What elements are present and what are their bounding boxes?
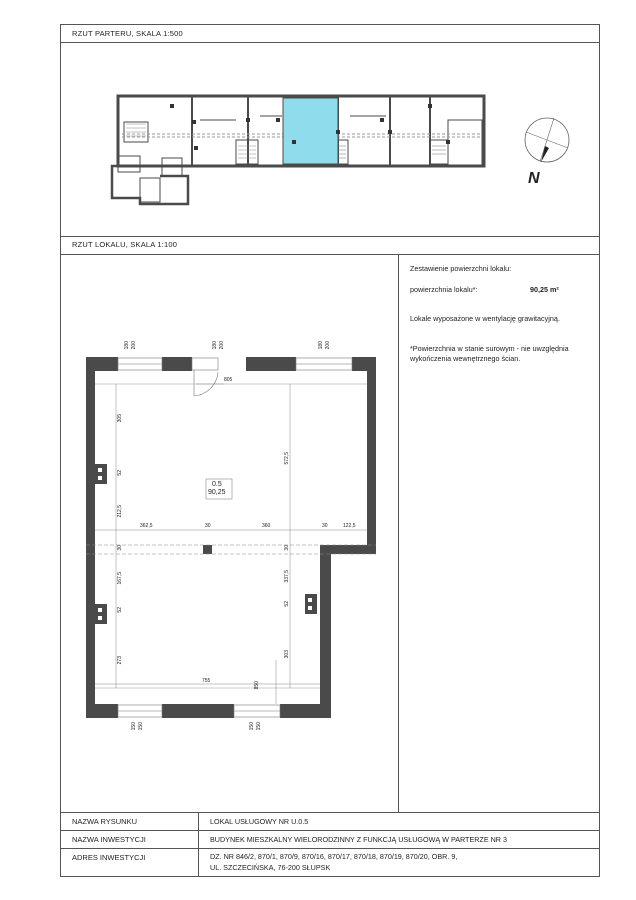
dim-label: 200 xyxy=(219,341,225,350)
investment-address-label: ADRES INWESTYCJI xyxy=(72,853,146,862)
dim-label: 52 xyxy=(117,470,123,476)
dim-label: 52 xyxy=(117,607,123,613)
dim-label: 167,5 xyxy=(117,572,123,585)
divider xyxy=(198,812,199,877)
divider xyxy=(60,848,600,849)
dim-label: 303 xyxy=(284,650,290,659)
site-plan-title: RZUT PARTERU, SKALA 1:500 xyxy=(72,29,183,38)
dim-label: 362,5 xyxy=(140,523,153,529)
drawing-name-label: NAZWA RYSUNKU xyxy=(72,817,138,826)
dim-label: 150 xyxy=(131,722,137,731)
room-area: 90,25 xyxy=(208,489,226,496)
dim-label: 305 xyxy=(117,414,123,423)
dim-label: 200 xyxy=(131,341,137,350)
investment-name-label: NAZWA INWESTYCJI xyxy=(72,835,146,844)
drawing-name-value: LOKAL USŁUGOWY NR U.0.5 xyxy=(210,817,309,826)
dim-label: 52 xyxy=(284,601,290,607)
investment-address-line: UL. SZCZECIŃSKA, 76-200 SŁUPSK xyxy=(210,863,331,872)
dim-label: 572,5 xyxy=(284,452,290,465)
divider xyxy=(60,830,600,831)
dim-label: 360 xyxy=(262,523,271,529)
footnote-line: wykończenia wewnętrznego ścian. xyxy=(410,354,521,363)
area-label: powierzchnia lokalu*: xyxy=(410,285,478,294)
dim-label: 150 xyxy=(256,722,262,731)
summary-heading: Zestawienie powierzchni lokalu: xyxy=(410,264,512,273)
dim-label: 150 xyxy=(138,722,144,731)
dim-label: 200 xyxy=(325,341,331,350)
footnote-line: *Powierzchnia w stanie surowym - nie uwzględnia xyxy=(410,344,569,353)
unit-plan-title: RZUT LOKALU, SKALA 1:100 xyxy=(72,240,178,249)
ventilation-note: Lokale wyposażone w wentylację grawitacyjną. xyxy=(410,314,560,323)
dim-label: 212,5 xyxy=(117,505,123,518)
dim-label: 273 xyxy=(117,656,123,665)
area-value: 90,25 m² xyxy=(530,285,559,294)
dim-label: 850 xyxy=(254,681,260,690)
dim-label: 150 xyxy=(249,722,255,731)
dim-label: 755 xyxy=(202,678,211,684)
dim-label: 30 xyxy=(322,523,328,529)
dim-label: 180 xyxy=(318,341,324,350)
dim-label: 180 xyxy=(124,341,130,350)
dim-label: 180 xyxy=(212,341,218,350)
dim-label: 30 xyxy=(284,545,290,551)
investment-name-value: BUDYNEK MIESZKALNY WIELORODZINNY Z FUNKCJĄ USŁUGOWĄ W PARTERZE NR 3 xyxy=(210,835,507,844)
dim-label: 337,5 xyxy=(284,570,290,583)
room-id: 0.5 xyxy=(212,481,222,488)
dim-label: 30 xyxy=(117,545,123,551)
dim-label: 805 xyxy=(224,377,233,383)
dim-label: 122,5 xyxy=(343,523,356,529)
divider xyxy=(60,812,600,813)
investment-address-line: DZ. NR 846/2, 870/1, 870/9, 870/16, 870/17, 870/18, 870/19, 870/20, OBR. 9, xyxy=(210,852,458,861)
dim-label: 30 xyxy=(205,523,211,529)
north-label: N xyxy=(528,170,540,187)
